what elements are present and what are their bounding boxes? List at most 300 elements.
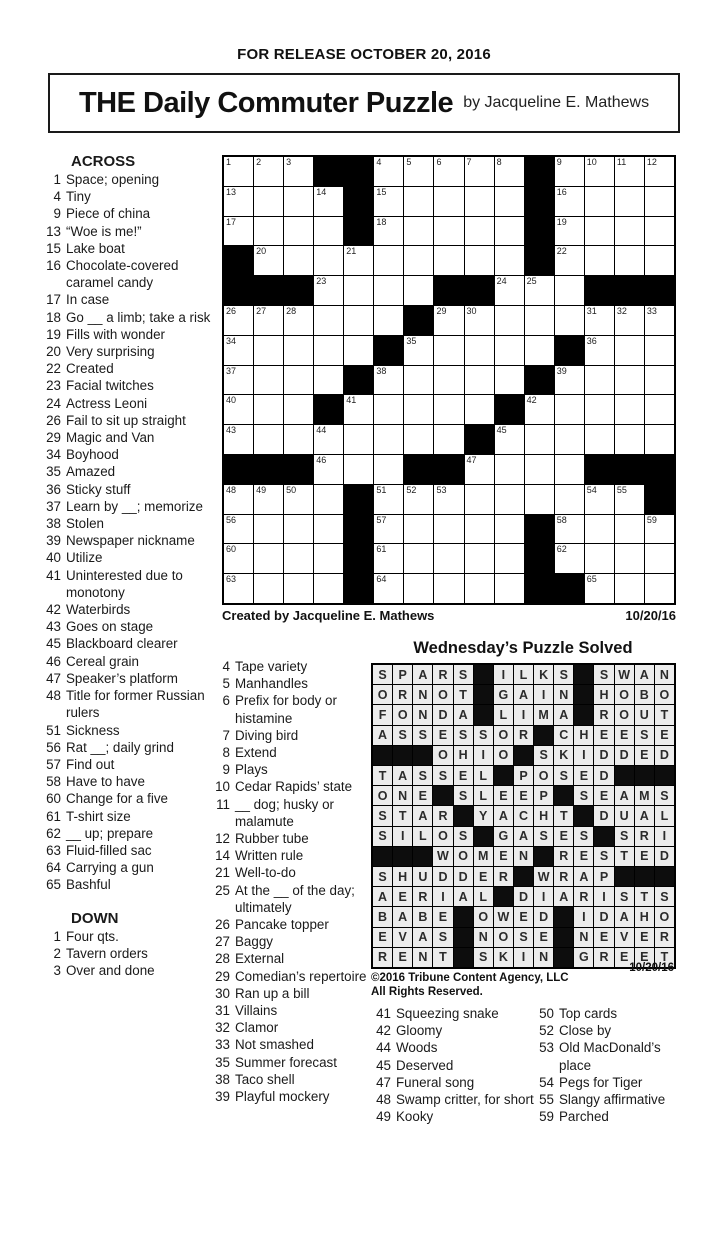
grid-cell [514, 705, 533, 724]
cell-letter: S [378, 829, 387, 844]
grid-cell[interactable] [495, 485, 524, 514]
grid-cell[interactable] [254, 246, 283, 275]
cell-letter: M [639, 788, 650, 803]
clue-item [42, 481, 222, 498]
grid-cell[interactable] [314, 366, 343, 395]
grid-cell[interactable] [344, 395, 373, 424]
grid-cell [454, 786, 473, 805]
grid-cell[interactable] [284, 544, 313, 573]
grid-cell[interactable] [314, 455, 343, 484]
grid-cell [635, 806, 654, 825]
clue-text: Not smashed [235, 1037, 314, 1053]
grid-cell[interactable] [224, 395, 253, 424]
grid-cell [413, 867, 432, 886]
cell-letter: A [418, 808, 428, 823]
grid-cell[interactable] [555, 485, 584, 514]
grid-cell[interactable] [434, 485, 463, 514]
grid-cell-black [454, 907, 473, 926]
clue-number: 26 [215, 917, 230, 933]
cell-number: 4 [376, 157, 382, 167]
grid-cell-black [495, 395, 524, 424]
grid-cell[interactable] [314, 574, 343, 603]
grid-cell[interactable] [645, 574, 674, 603]
cell-letter: E [539, 930, 548, 945]
grid-cell[interactable] [404, 246, 433, 275]
grid-cell [393, 907, 412, 926]
grid-cell[interactable] [495, 336, 524, 365]
grid-cell[interactable] [254, 515, 283, 544]
grid-cell[interactable] [374, 544, 403, 573]
clue-item [211, 796, 369, 830]
grid-cell[interactable] [645, 544, 674, 573]
grid-cell[interactable] [465, 574, 494, 603]
grid-cell[interactable] [555, 425, 584, 454]
grid-cell [413, 786, 432, 805]
grid-cell[interactable] [645, 246, 674, 275]
cell-number: 41 [346, 395, 357, 406]
grid-cell[interactable] [224, 217, 253, 246]
clue-text: Top cards [559, 1006, 618, 1021]
cell-letter: D [438, 869, 448, 884]
grid-cell [373, 705, 392, 724]
grid-cell[interactable] [615, 425, 644, 454]
grid-cell[interactable] [434, 395, 463, 424]
grid-cell[interactable] [284, 246, 313, 275]
grid-cell[interactable] [254, 217, 283, 246]
grid-cell[interactable] [615, 485, 644, 514]
clue-item [372, 1039, 534, 1056]
grid-cell[interactable] [254, 395, 283, 424]
clue-number: 10 [215, 779, 230, 795]
grid-cell-black [555, 574, 584, 603]
clue-number: 1 [53, 172, 61, 187]
grid-cell[interactable] [404, 187, 433, 216]
grid-cell[interactable] [585, 157, 614, 186]
grid-cell[interactable] [224, 366, 253, 395]
grid-cell[interactable] [314, 485, 343, 514]
grid-cell[interactable] [465, 485, 494, 514]
grid-cell[interactable] [465, 455, 494, 484]
cell-letter: I [602, 889, 606, 904]
grid-cell[interactable] [254, 157, 283, 186]
clue-number: 55 [539, 1092, 554, 1108]
grid-cell [413, 705, 432, 724]
cell-number: 51 [376, 484, 387, 495]
cell-letter: M [538, 707, 549, 722]
grid-cell[interactable] [615, 306, 644, 335]
clue-text: Rubber tube [235, 831, 309, 847]
grid-cell[interactable] [495, 246, 524, 275]
grid-cell[interactable] [314, 544, 343, 573]
cell-letter: E [640, 930, 649, 945]
grid-cell[interactable] [585, 515, 614, 544]
clue-text: Cedar Rapids’ state [235, 779, 353, 795]
grid-cell[interactable] [404, 366, 433, 395]
grid-cell[interactable] [585, 395, 614, 424]
grid-cell[interactable] [374, 425, 403, 454]
grid-cell[interactable] [615, 395, 644, 424]
grid-cell[interactable] [585, 574, 614, 603]
grid-cell[interactable] [645, 366, 674, 395]
grid-cell-black [534, 726, 553, 745]
grid-cell [454, 685, 473, 704]
grid-cell[interactable] [254, 366, 283, 395]
grid-cell[interactable] [555, 366, 584, 395]
clue-item [372, 1005, 534, 1022]
cell-letter: H [458, 748, 468, 763]
grid-cell[interactable] [495, 276, 524, 305]
clue-text: Lake boat [66, 240, 125, 256]
cell-letter: N [579, 930, 589, 945]
grid-cell [554, 746, 573, 765]
grid-cell[interactable] [645, 306, 674, 335]
grid-cell[interactable] [374, 455, 403, 484]
grid-cell[interactable] [404, 157, 433, 186]
grid-cell[interactable] [224, 515, 253, 544]
clue-number: 54 [539, 1074, 554, 1090]
grid-cell[interactable] [344, 336, 373, 365]
grid-cell [454, 665, 473, 684]
grid-cell[interactable] [434, 515, 463, 544]
grid-cell[interactable] [434, 544, 463, 573]
grid-cell[interactable] [374, 217, 403, 246]
grid-cell[interactable] [555, 395, 584, 424]
grid-cell[interactable] [555, 187, 584, 216]
grid-cell[interactable] [555, 515, 584, 544]
clue-text: Close by [559, 1023, 612, 1039]
grid-cell[interactable] [645, 217, 674, 246]
cell-letter: E [458, 768, 468, 783]
cell-letter: T [459, 687, 467, 702]
cell-number: 56 [226, 514, 237, 525]
grid-cell [514, 665, 533, 684]
grid-cell [574, 827, 593, 846]
grid-cell[interactable] [374, 485, 403, 514]
grid-cell[interactable] [254, 425, 283, 454]
grid-cell[interactable] [374, 187, 403, 216]
grid-cell[interactable] [314, 187, 343, 216]
grid-cell[interactable] [434, 187, 463, 216]
cell-letter: R [518, 728, 528, 743]
grid-cell[interactable] [495, 157, 524, 186]
grid-cell-black [615, 455, 644, 484]
grid-cell[interactable] [615, 366, 644, 395]
grid-cell[interactable] [254, 544, 283, 573]
cell-letter: T [660, 707, 669, 722]
grid-cell[interactable] [465, 217, 494, 246]
cell-letter: L [519, 667, 528, 682]
grid-cell[interactable] [374, 157, 403, 186]
grid-cell-black [433, 786, 452, 805]
grid-cell-black [224, 455, 253, 484]
grid-cell[interactable] [284, 395, 313, 424]
grid-cell[interactable] [495, 515, 524, 544]
cell-letter: B [639, 687, 649, 702]
grid-cell [393, 726, 412, 745]
grid-cell[interactable] [615, 246, 644, 275]
grid-cell[interactable] [374, 246, 403, 275]
grid-cell[interactable] [434, 336, 463, 365]
grid-cell [554, 806, 573, 825]
grid-cell[interactable] [344, 455, 373, 484]
grid-cell[interactable] [284, 306, 313, 335]
grid-cell[interactable] [434, 574, 463, 603]
cell-number: 30 [466, 305, 477, 316]
grid-cell[interactable] [254, 306, 283, 335]
grid-cell[interactable] [314, 336, 343, 365]
grid-cell[interactable] [284, 217, 313, 246]
grid-cell [534, 887, 553, 906]
grid-cell[interactable] [434, 157, 463, 186]
clue-number: 41 [376, 1006, 391, 1021]
grid-cell[interactable] [585, 485, 614, 514]
grid-cell[interactable] [645, 425, 674, 454]
grid-cell[interactable] [465, 336, 494, 365]
cell-letter: I [521, 950, 526, 965]
grid-cell [594, 726, 613, 745]
grid-cell[interactable] [434, 246, 463, 275]
cell-letter: S [458, 788, 468, 803]
grid-cell[interactable] [284, 425, 313, 454]
grid-cell[interactable] [465, 306, 494, 335]
clue-item [42, 291, 222, 308]
cell-number: 27 [256, 305, 267, 316]
grid-cell[interactable] [224, 306, 253, 335]
grid-cell[interactable] [434, 306, 463, 335]
grid-cell[interactable] [434, 217, 463, 246]
grid-cell[interactable] [645, 336, 674, 365]
cell-number: 37 [226, 365, 237, 376]
grid-cell[interactable] [615, 574, 644, 603]
clue-text: Newspaper nickname [66, 533, 195, 549]
grid-cell [494, 827, 513, 846]
grid-cell[interactable] [555, 455, 584, 484]
grid-cell[interactable] [555, 157, 584, 186]
grid-cell[interactable] [224, 544, 253, 573]
grid-cell [655, 705, 674, 724]
grid-cell[interactable] [314, 217, 343, 246]
grid-cell[interactable] [344, 425, 373, 454]
clue-item [211, 1054, 369, 1071]
grid-cell[interactable] [525, 395, 554, 424]
cell-letter: N [559, 687, 569, 702]
clue-item [42, 395, 222, 412]
grid-cell[interactable] [615, 157, 644, 186]
grid-cell[interactable] [404, 395, 433, 424]
grid-cell[interactable] [314, 246, 343, 275]
grid-cell[interactable] [585, 246, 614, 275]
grid-cell[interactable] [585, 366, 614, 395]
grid-cell[interactable] [495, 366, 524, 395]
grid-cell-black [254, 455, 283, 484]
grid-cell[interactable] [254, 336, 283, 365]
grid-cell [594, 705, 613, 724]
grid-cell[interactable] [615, 544, 644, 573]
grid-cell[interactable] [495, 455, 524, 484]
grid-cell[interactable] [344, 276, 373, 305]
cell-letter: L [479, 768, 488, 783]
cell-number: 45 [496, 425, 507, 436]
clue-number: 48 [376, 1092, 391, 1108]
grid-cell[interactable] [434, 425, 463, 454]
grid-cell[interactable] [465, 544, 494, 573]
grid-cell[interactable] [495, 425, 524, 454]
grid-cell[interactable] [645, 187, 674, 216]
grid-cell [373, 928, 392, 947]
grid-cell[interactable] [555, 306, 584, 335]
grid-cell[interactable] [284, 187, 313, 216]
grid-cell [514, 887, 533, 906]
grid-cell[interactable] [465, 187, 494, 216]
grid-cell[interactable] [525, 336, 554, 365]
grid-cell-black [635, 867, 654, 886]
grid-cell[interactable] [224, 574, 253, 603]
grid-cell[interactable] [615, 336, 644, 365]
grid-cell-black [494, 887, 513, 906]
grid-cell[interactable] [374, 276, 403, 305]
clue-number: 37 [46, 498, 61, 514]
clue-text: Clamor [235, 1020, 279, 1036]
grid-cell-black [525, 544, 554, 573]
grid-cell[interactable] [585, 187, 614, 216]
grid-cell[interactable] [585, 306, 614, 335]
clue-text: Created [66, 361, 114, 377]
grid-cell [474, 726, 493, 745]
grid-cell[interactable] [465, 395, 494, 424]
grid-cell[interactable] [284, 336, 313, 365]
grid-cell[interactable] [224, 336, 253, 365]
grid-cell[interactable] [224, 187, 253, 216]
grid-cell[interactable] [615, 217, 644, 246]
clue-item [42, 945, 222, 962]
grid-cell[interactable] [404, 336, 433, 365]
cell-letter: N [418, 707, 428, 722]
grid-cell[interactable] [404, 485, 433, 514]
grid-cell[interactable] [404, 276, 433, 305]
grid-cell[interactable] [585, 425, 614, 454]
grid-cell[interactable] [404, 544, 433, 573]
grid-cell[interactable] [495, 306, 524, 335]
grid-cell[interactable] [585, 217, 614, 246]
grid-cell[interactable] [645, 515, 674, 544]
grid-cell-black [344, 157, 373, 186]
grid-cell[interactable] [224, 485, 253, 514]
grid-cell[interactable] [525, 276, 554, 305]
cell-letter: I [501, 667, 506, 682]
grid-cell [393, 867, 412, 886]
grid-cell[interactable] [434, 366, 463, 395]
grid-cell[interactable] [495, 217, 524, 246]
grid-cell[interactable] [555, 246, 584, 275]
clue-text: Sticky stuff [66, 481, 131, 497]
grid-cell[interactable] [525, 485, 554, 514]
grid-cell-black [465, 276, 494, 305]
clue-number: 52 [539, 1023, 554, 1039]
clue-number: 24 [46, 395, 61, 411]
grid-cell[interactable] [495, 187, 524, 216]
grid-cell[interactable] [254, 574, 283, 603]
solved-puzzle-grid [371, 663, 676, 969]
grid-cell[interactable] [314, 515, 343, 544]
copyright-block [371, 972, 671, 999]
grid-cell[interactable] [374, 366, 403, 395]
grid-cell [413, 827, 432, 846]
clue-text: Title for former Russian rulers [66, 688, 205, 721]
clue-number: 14 [215, 848, 230, 864]
grid-cell[interactable] [284, 515, 313, 544]
grid-cell[interactable] [585, 544, 614, 573]
grid-cell[interactable] [495, 574, 524, 603]
grid-cell[interactable] [525, 425, 554, 454]
cell-number: 47 [466, 454, 477, 465]
grid-cell[interactable] [344, 306, 373, 335]
grid-cell[interactable] [404, 425, 433, 454]
grid-cell [594, 847, 613, 866]
grid-cell[interactable] [254, 187, 283, 216]
grid-cell[interactable] [404, 574, 433, 603]
grid-cell[interactable] [555, 544, 584, 573]
grid-cell [433, 847, 452, 866]
grid-cell[interactable] [404, 515, 433, 544]
grid-cell [514, 726, 533, 745]
grid-cell[interactable] [585, 336, 614, 365]
grid-cell-black [635, 766, 654, 785]
grid-cell[interactable] [465, 246, 494, 275]
grid-cell[interactable] [465, 157, 494, 186]
grid-cell[interactable] [314, 306, 343, 335]
grid-cell [373, 726, 392, 745]
grid-cell[interactable] [284, 485, 313, 514]
grid-cell[interactable] [374, 395, 403, 424]
cell-letter: E [640, 849, 649, 864]
grid-cell[interactable] [465, 515, 494, 544]
grid-cell[interactable] [314, 276, 343, 305]
grid-cell[interactable] [374, 574, 403, 603]
grid-cell[interactable] [645, 157, 674, 186]
grid-cell[interactable] [615, 187, 644, 216]
grid-cell[interactable] [495, 544, 524, 573]
grid-cell[interactable] [465, 366, 494, 395]
grid-cell[interactable] [645, 395, 674, 424]
grid-cell[interactable] [555, 217, 584, 246]
grid-cell[interactable] [284, 366, 313, 395]
down-clue-list-2 [211, 658, 369, 1105]
cell-letter: P [398, 667, 407, 682]
clue-text: In case [66, 292, 110, 308]
grid-cell[interactable] [284, 157, 313, 186]
grid-cell[interactable] [374, 306, 403, 335]
grid-cell[interactable] [254, 485, 283, 514]
cell-letter: S [539, 748, 548, 763]
grid-cell [574, 726, 593, 745]
grid-cell[interactable] [374, 515, 403, 544]
clue-number: 39 [46, 533, 61, 549]
grid-cell[interactable] [615, 515, 644, 544]
cell-number: 31 [586, 305, 597, 316]
grid-cell-black [655, 766, 674, 785]
grid-cell[interactable] [284, 574, 313, 603]
grid-cell[interactable] [555, 276, 584, 305]
grid-cell[interactable] [525, 306, 554, 335]
grid-cell[interactable] [224, 425, 253, 454]
grid-cell[interactable] [314, 425, 343, 454]
grid-cell[interactable] [525, 455, 554, 484]
cell-letter: O [478, 909, 489, 924]
grid-cell[interactable] [224, 157, 253, 186]
grid-cell[interactable] [404, 217, 433, 246]
grid-cell[interactable] [344, 246, 373, 275]
grid-cell-black [434, 455, 463, 484]
